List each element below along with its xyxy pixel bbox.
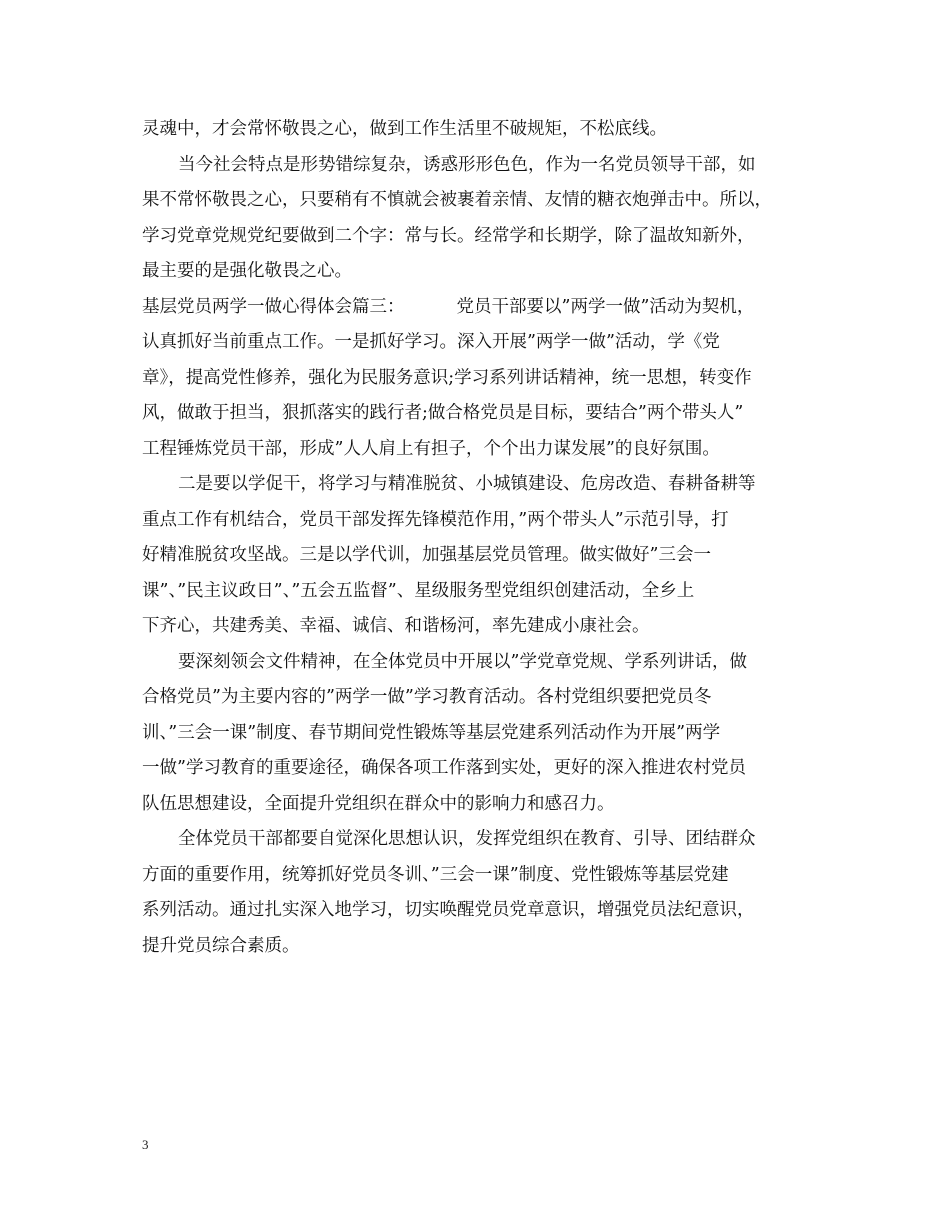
paragraph-line: 提升党员综合素质。: [142, 935, 300, 956]
paragraph-line: 队伍思想建设，全面提升党组织在群众中的影响力和感召力。: [142, 793, 615, 814]
paragraph-line: 二是要以学促干，将学习与精准脱贫、小城镇建设、危房改造、春耕备耕等: [178, 474, 756, 494]
paragraph-line: 最主要的是强化敬畏之心。: [142, 261, 352, 281]
section-heading: 基层党员两学一做心得体会篇三：: [142, 296, 405, 317]
section-heading-rest: 党员干部要以”两学一做”活动为契机，: [456, 296, 755, 317]
page-number: 3: [142, 1137, 149, 1152]
paragraph-line: 重点工作有机结合，党员干部发挥先锋模范作用，”两个带头人”示范引导，打: [142, 509, 729, 530]
paragraph-line: 果不常怀敬畏之心，只要稍有不慎就会被裹着亲情、友情的糖衣炮弹击中。所以，: [142, 190, 772, 210]
paragraph-line: 方面的重要作用，统筹抓好党员冬训、”三会一课”制度、党性锻炼等基层党建: [142, 864, 729, 885]
paragraph-line: 训、”三会一课”制度、春节期间党性锻炼等基层党建系列活动作为开展”两学: [142, 722, 721, 743]
paragraph-line: 要深刻领会文件精神，在全体党员中开展以”学党章党规、学系列讲话，做: [178, 651, 747, 672]
document-body: [142, 112, 822, 964]
paragraph-line: 合格党员”为主要内容的”两学一做”学习教育活动。各村党组织要把党员冬: [142, 687, 712, 707]
paragraph-line: 下齐心，共建秀美、幸福、诚信、和谐杨河，率先建成小康社会。: [142, 616, 650, 636]
paragraph-line: 课”、”民主议政日”、”五会五监督”、星级服务型党组织创建活动，全乡上: [142, 580, 695, 601]
paragraph-line: 风，做敢于担当，狠抓落实的践行者;做合格党员是目标，要结合”两个带头人”: [142, 403, 744, 423]
paragraph-line: 好精准脱贫攻坚战。三是以学代训，加强基层党员管理。做实做好”三会一: [142, 545, 711, 565]
paragraph-line: 当今社会特点是形势错综复杂，诱惑形形色色，作为一名党员领导干部，如: [178, 154, 756, 175]
paragraph-line: 系列活动。通过扎实深入地学习，切实唤醒党员党章意识，增强党员法纪意识，: [142, 900, 755, 920]
paragraph-line: 灵魂中，才会常怀敬畏之心，做到工作生活里不破规矩，不松底线。: [142, 119, 667, 139]
paragraph-line: 工程锤炼党员干部，形成”人人肩上有担子，个个出力谋发展”的良好氛围。: [142, 438, 720, 459]
paragraph-line: 学习党章党规党纪要做到二个字：常与长。经常学和长期学，除了温故知新外，: [142, 225, 755, 246]
paragraph-line: 一做”学习教育的重要途径，确保各项工作落到实处，更好的深入推进农村党员: [142, 758, 746, 778]
section-heading-line: [142, 290, 822, 326]
paragraph-line: 章》，提高党性修养，强化为民服务意识;学习系列讲话精神，统一思想，转变作: [142, 367, 752, 388]
paragraph-line: 认真抓好当前重点工作。一是抓好学习。深入开展”两学一做”活动，学《党: [142, 332, 720, 352]
paragraph-line: 全体党员干部都要自觉深化思想认识，发挥党组织在教育、引导、团结群众: [178, 829, 756, 849]
